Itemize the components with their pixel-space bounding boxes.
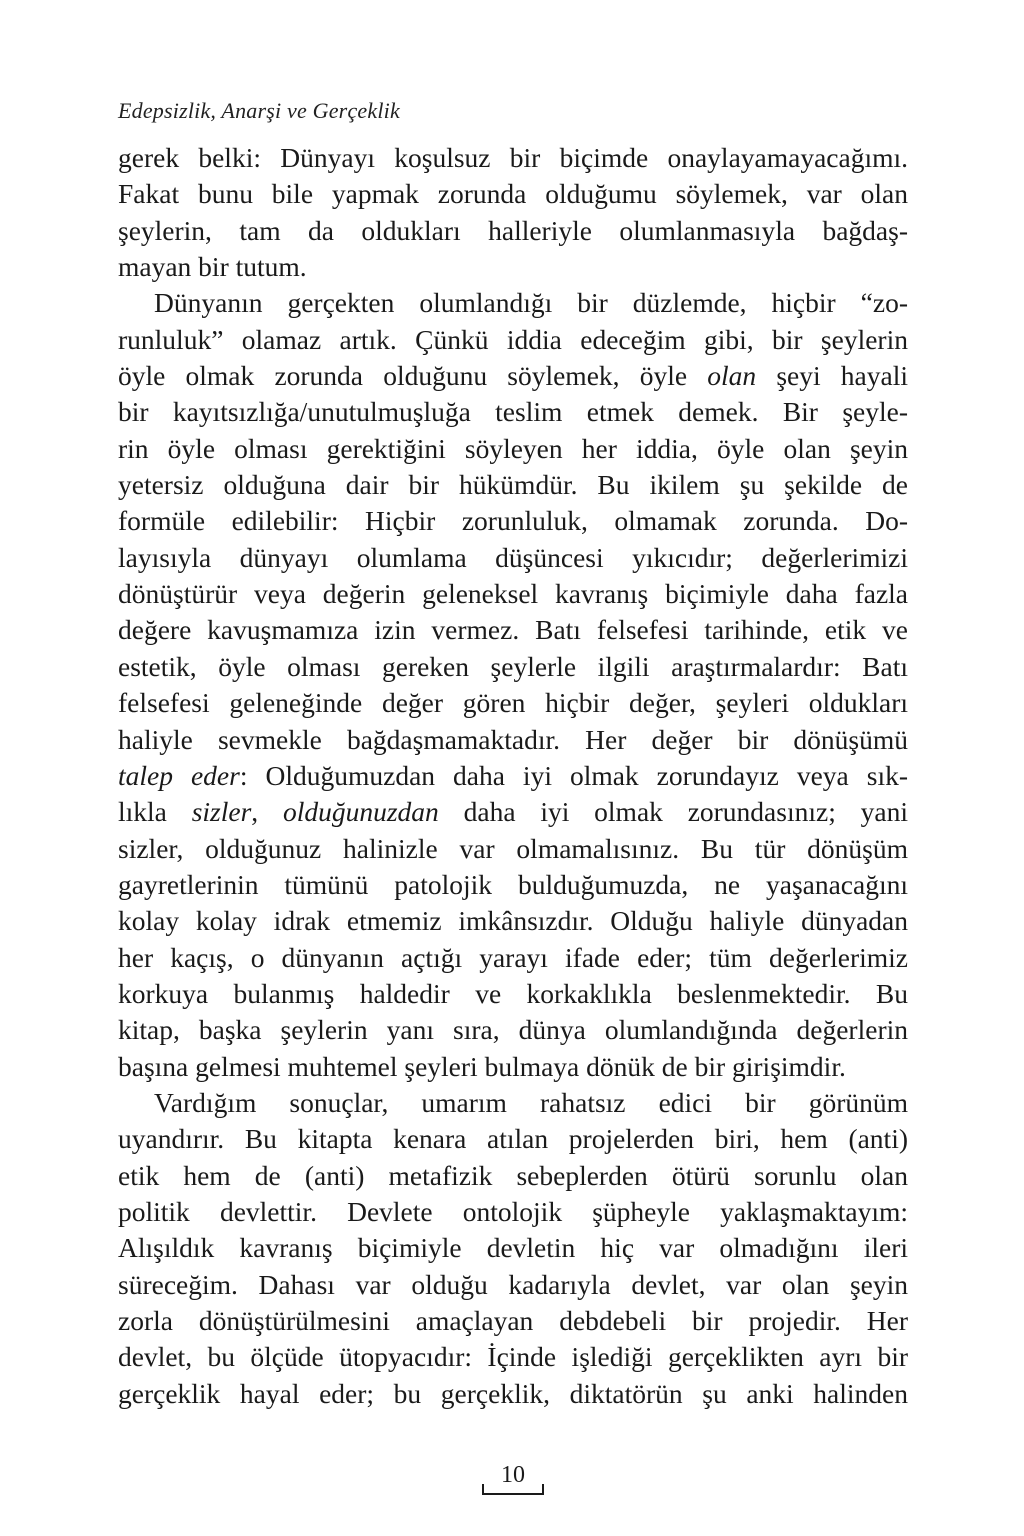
- text-line: [118, 176, 908, 212]
- text-span: rin öyle olması gerektiğini söyleyen her iddia, öyle olan şeyin: [118, 432, 908, 464]
- text-span: sizler, olduğunuz halinizle var olmamalısınız. Bu tür dönüşüm: [118, 832, 908, 864]
- text-line: [118, 322, 908, 358]
- text-line: [118, 722, 908, 758]
- text-span: süreceğim. Dahası var olduğu kadarıyla devlet, var olan şeyin: [118, 1268, 908, 1300]
- body-text: [118, 140, 908, 1412]
- text-line: [118, 285, 908, 321]
- text-line: [118, 940, 908, 976]
- text-line: [118, 1267, 908, 1303]
- text-span: kolay kolay idrak etmemiz imkânsızdır. Olduğu haliyle dünyadan: [118, 905, 908, 937]
- text-line: [118, 1012, 908, 1048]
- page-number-rule-left-tick: [482, 1484, 484, 1495]
- text-span: bir kayıtsızlığa/unutulmuşluğa teslim etmek demek. Bir şeyle-: [118, 396, 908, 428]
- text-line: [118, 1230, 908, 1266]
- italic-text: sizler: [191, 796, 252, 828]
- text-line: [118, 358, 908, 394]
- text-span: her kaçış, o dünyanın açtığı yarayı ifade eder; tüm değerlerimiz: [118, 941, 908, 973]
- text-line: [118, 394, 908, 430]
- text-span: formüle edilebilir: Hiçbir zorunluluk, olmamak zorunda. Do-: [118, 505, 908, 537]
- text-span: öyle olmak zorunda olduğunu söylemek, öyle: [118, 360, 708, 392]
- text-span: şeyi hayali: [756, 360, 908, 392]
- text-span: haliyle sevmekle bağdaşmamaktadır. Her değer bir dönüşümü: [118, 723, 908, 755]
- text-span: daha iyi olmak zorundasınız; yani: [438, 796, 908, 828]
- text-span: değere kavuşmamıza izin vermez. Batı felsefesi tarihinde, etik ve: [118, 614, 908, 646]
- text-line: [118, 576, 908, 612]
- text-line: [118, 867, 908, 903]
- text-span: Fakat bunu bile yapmak zorunda olduğumu söylemek, var olan: [118, 178, 908, 210]
- text-line: [118, 467, 908, 503]
- text-line: [118, 758, 908, 794]
- text-line: [118, 1158, 908, 1194]
- text-line: [118, 1303, 908, 1339]
- text-line: [118, 976, 908, 1012]
- page-number: 10: [501, 1462, 525, 1488]
- text-span: gayretlerinin tümünü patolojik bulduğumuzda, ne yaşanacağını: [118, 868, 908, 900]
- page-number-block: [480, 1460, 546, 1500]
- text-line: [118, 1339, 908, 1375]
- text-line: [118, 1376, 908, 1412]
- text-span: başına gelmesi muhtemel şeyleri bulmaya dönük de bir girişimdir.: [118, 1050, 846, 1082]
- text-line: [118, 140, 908, 176]
- text-span: mayan bir tutum.: [118, 251, 307, 283]
- text-span: : Olduğumuzdan daha iyi olmak zorundayız veya sık-: [239, 759, 908, 791]
- text-span: politik devlettir. Devlete ontolojik şüpheyle yaklaşmaktayım:: [118, 1195, 908, 1227]
- text-span: runluluk” olamaz artık. Çünkü iddia edeceğim gibi, bir şeylerin: [118, 323, 908, 355]
- text-span: şeylerin, tam da oldukları halleriyle olumlanmasıyla bağdaş-: [118, 214, 908, 246]
- text-span: kitap, başka şeylerin yanı sıra, dünya olumlandığında değerlerin: [118, 1014, 908, 1046]
- italic-text: olduğunuzdan: [282, 796, 439, 828]
- text-span: gerçeklik hayal eder; bu gerçeklik, diktatörün şu anki halinden: [118, 1377, 908, 1409]
- text-line: [118, 612, 908, 648]
- text-line: [118, 249, 908, 285]
- text-span: devlet, bu ölçüde ütopyacıdır: İçinde işlediği gerçeklikten ayrı bir: [118, 1341, 908, 1373]
- text-span: Vardığım sonuçlar, umarım rahatsız edici bir görünüm: [154, 1086, 908, 1118]
- text-line: [118, 649, 908, 685]
- text-line: [118, 431, 908, 467]
- italic-text: talep eder: [118, 759, 240, 791]
- text-line: [118, 540, 908, 576]
- text-span: Alışıldık kavranış biçimiyle devletin hiç var olmadığını ileri: [118, 1232, 908, 1264]
- text-line: [118, 213, 908, 249]
- text-line: [118, 1194, 908, 1230]
- text-span: estetik, öyle olması gereken şeylerle ilgili araştırmalardır: Batı: [118, 650, 908, 682]
- page-number-rule-right-tick: [542, 1484, 544, 1495]
- text-span: uyandırır. Bu kitapta kenara atılan projelerden biri, hem (anti): [118, 1123, 908, 1155]
- text-line: [118, 685, 908, 721]
- running-header: Edepsizlik, Anarşi ve Gerçeklik: [118, 98, 400, 123]
- text-span: etik hem de (anti) metafizik sebeplerden ötürü sorunlu olan: [118, 1159, 908, 1191]
- page-number-rule: [482, 1493, 544, 1495]
- text-span: layısıyla dünyayı olumlama düşüncesi yıkıcıdır; değerlerimizi: [118, 541, 908, 573]
- text-span: ,: [251, 796, 283, 828]
- italic-text: olan: [707, 360, 757, 392]
- text-span: zorla dönüştürülmesini amaçlayan debdebeli bir projedir. Her: [118, 1305, 908, 1336]
- text-line: [118, 1085, 908, 1121]
- text-span: korkuya bulanmış haldedir ve korkaklıkla beslenmektedir. Bu: [118, 977, 908, 1009]
- text-line: [118, 831, 908, 867]
- text-line: [118, 903, 908, 939]
- text-line: [118, 1049, 908, 1085]
- text-span: lıkla: [118, 796, 192, 828]
- text-span: felsefesi geleneğinde değer gören hiçbir değer, şeyleri oldukları: [118, 687, 908, 719]
- text-span: dönüştürür veya değerin geleneksel kavranış biçimiyle daha fazla: [118, 578, 908, 610]
- text-span: Dünyanın gerçekten olumlandığı bir düzlemde, hiçbir “zo-: [154, 287, 908, 319]
- text-span: gerek belki: Dünyayı koşulsuz bir biçimde onaylayamayacağımı.: [118, 142, 908, 173]
- text-line: [118, 1121, 908, 1157]
- text-line: [118, 794, 908, 830]
- text-line: [118, 503, 908, 539]
- text-span: yetersiz olduğuna dair bir hükümdür. Bu ikilem şu şekilde de: [118, 469, 908, 501]
